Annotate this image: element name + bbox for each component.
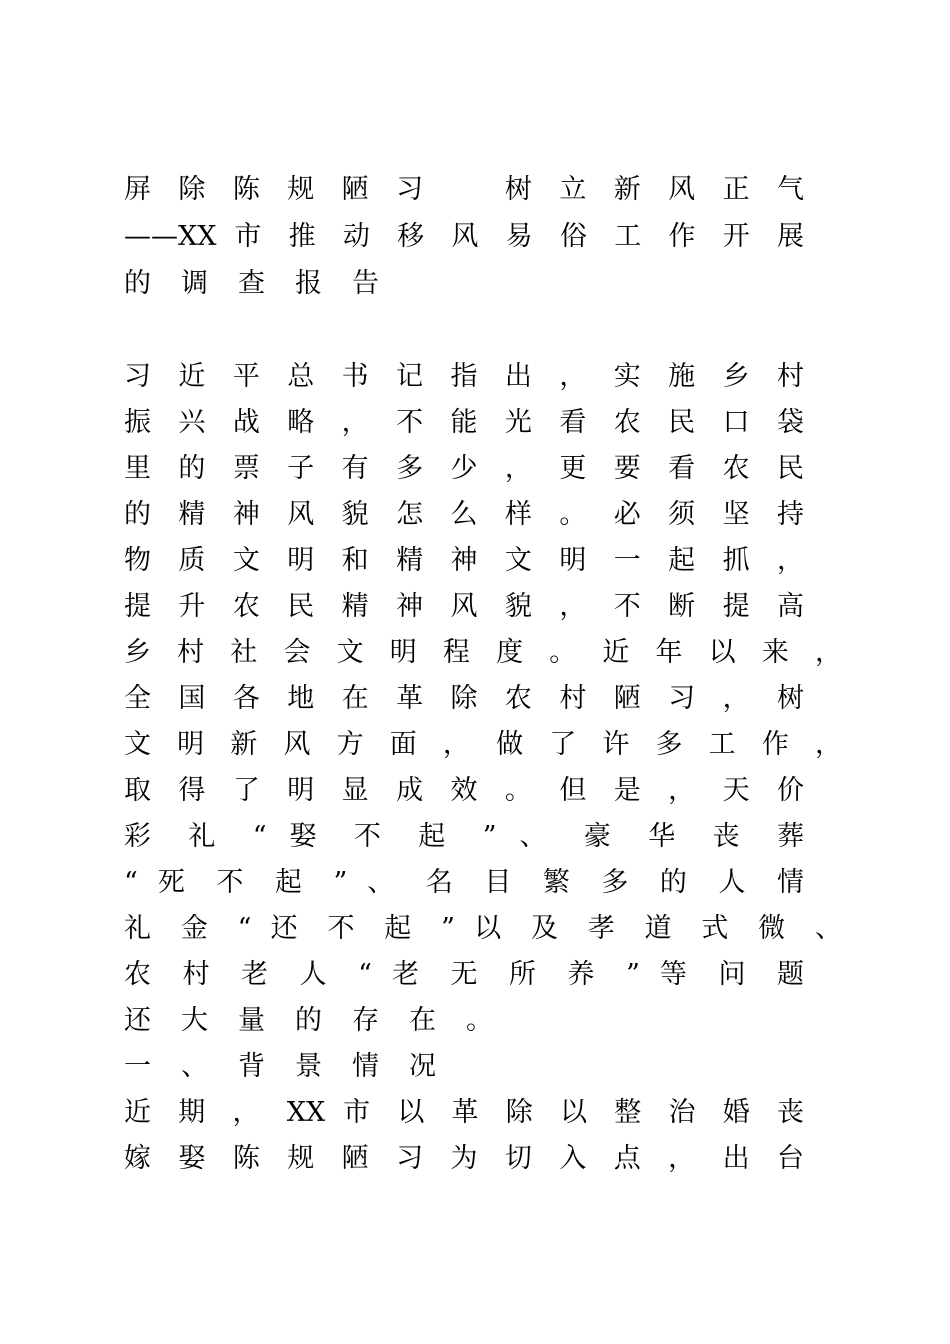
body-line: 取 得 了 明 显 成 效 。 但 是 ， 天 价 — [124, 775, 804, 806]
body-line: 振 兴 战 略 ， 不 能 光 看 农 民 口 袋 — [124, 407, 804, 438]
body-line: 物 质 文 明 和 精 神 文 明 一 起 抓 ， — [124, 545, 804, 576]
body-line: 近 期 ， XX 市 以 革 除 以 整 治 婚 丧 — [124, 1097, 804, 1128]
body-line: 嫁 娶 陈 规 陋 习 为 切 入 点 ， 出 台 — [124, 1143, 804, 1174]
body-line: 里 的 票 子 有 多 少 ， 更 要 看 农 民 — [124, 453, 804, 484]
body-line: 礼 金 “ 还 不 起 ” 以 及 孝 道 式 微 、 — [124, 913, 842, 944]
body-line: 乡 村 社 会 文 明 程 度 。 近 年 以 来 ， — [124, 637, 842, 668]
body-line: 彩 礼 “ 娶 不 起 ” 、 豪 华 丧 葬 — [124, 821, 804, 852]
body-line: “ 死 不 起 ” 、 名 目 繁 多 的 人 情 — [124, 867, 804, 898]
body-line: 农 村 老 人 “ 老 无 所 养 ” 等 问 题 — [124, 959, 804, 990]
body-line: 还大量的存在。 — [124, 1005, 523, 1036]
title-line-3: 的调查报告 — [124, 268, 409, 299]
title-line-1: 屏 除 陈 规 陋 习 树 立 新 风 正 气 — [124, 174, 804, 205]
body-line: 全 国 各 地 在 革 除 农 村 陋 习 ， 树 — [124, 683, 804, 714]
title-line-2: ——XX 市 推 动 移 风 易 俗 工 作 开 展 — [124, 221, 804, 252]
body-line: 的 精 神 风 貌 怎 么 样 。 必 须 坚 持 — [124, 499, 804, 530]
body-line: 文 明 新 风 方 面 ， 做 了 许 多 工 作 ， — [124, 729, 842, 760]
section-heading: 一、背景情况 — [124, 1051, 466, 1082]
body-line: 习 近 平 总 书 记 指 出 ， 实 施 乡 村 — [124, 361, 804, 392]
body-line: 提 升 农 民 精 神 风 貌 ， 不 断 提 高 — [124, 591, 804, 622]
